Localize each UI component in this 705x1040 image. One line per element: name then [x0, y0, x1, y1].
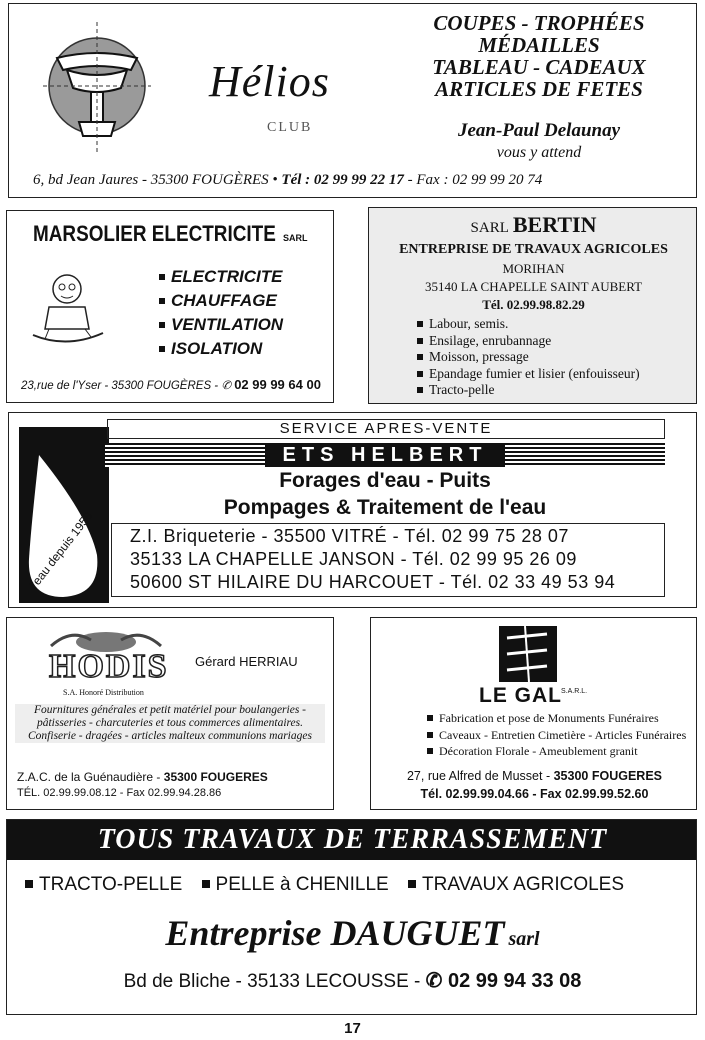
dauguet-name-line — [7, 912, 697, 954]
marsolier-suffix: SARL — [283, 233, 308, 243]
dauguet-phone: ✆ 02 99 94 33 08 — [425, 970, 582, 992]
legal-address-line — [371, 769, 697, 783]
helbert-branches — [111, 523, 665, 597]
service-item: PELLE à CHENILLE — [215, 874, 389, 895]
hodis-logo-sub: S.A. Honoré Distribution — [63, 688, 144, 697]
dauguet-address: Bd de Bliche - 35133 LECOUSSE - — [123, 971, 421, 992]
marsolier-address: 23,rue de l'Yser - 35300 FOUGÈRES - ✆ — [21, 380, 231, 392]
dauguet-contact — [7, 968, 697, 993]
dauguet-banner: TOUS TRAVAUX DE TERRASSEMENT — [7, 820, 697, 860]
hodis-address: Z.A.C. de la Guénaudière - — [17, 770, 161, 784]
bertin-activity: ENTREPRISE DE TRAVAUX AGRICOLES — [399, 242, 668, 257]
hodis-address-line — [17, 770, 268, 784]
helbert-line1: Forages d'eau - Puits — [279, 469, 491, 492]
branch-line: 50600 ST HILAIRE DU HARCOUET - Tél. 02 33 49 53 94 — [130, 572, 616, 592]
service-item: Labour, semis. — [415, 316, 640, 333]
dauguet-suffix: sarl — [508, 928, 540, 950]
page-number: 17 — [344, 1020, 361, 1037]
marsolier-services — [157, 265, 283, 361]
legal-city: 35300 FOUGERES — [553, 769, 662, 783]
hodis-ad — [6, 617, 334, 810]
hodis-city: 35300 FOUGERES — [163, 770, 268, 784]
dauguet-ad — [6, 819, 697, 1015]
bertin-ad — [368, 207, 697, 404]
service-item: TRACTO-PELLE — [39, 874, 183, 895]
bertin-city: 35140 LA CHAPELLE SAINT AUBERT — [424, 279, 643, 294]
helios-contact — [33, 172, 542, 189]
headline-line: COUPES - TROPHÉES — [433, 11, 645, 35]
helbert-ad — [8, 412, 697, 608]
marsolier-contact — [21, 377, 321, 392]
bullet-icon — [202, 880, 210, 888]
branch-line: Z.I. Briqueterie - 35500 VITRÉ - Tél. 02 99 75 28 07 — [130, 526, 569, 546]
service-item: Fabrication et pose de Monuments Funéraires — [425, 710, 686, 727]
bertin-header — [369, 212, 697, 238]
helios-owner: Jean-Paul Delaunay — [457, 120, 621, 141]
service-item: Décoration Florale - Ameublement granit — [425, 743, 686, 760]
helios-logo-sub: CLUB — [267, 120, 313, 135]
helbert-line2: Pompages & Traitement de l'eau — [223, 496, 547, 519]
service-item: ISOLATION — [157, 337, 283, 361]
headline-line: ARTICLES DE FETES — [435, 77, 643, 101]
marsolier-name: MARSOLIER ELECTRICITE — [33, 221, 276, 246]
hodis-logo: HODIS — [49, 648, 169, 685]
helios-address: 6, bd Jean Jaures - 35300 FOUGÈRES • — [33, 172, 278, 188]
bertin-prefix: SARL — [470, 220, 509, 236]
trophy-logo-icon — [31, 18, 161, 158]
legal-cube-logo-icon — [495, 624, 561, 684]
service-item: Epandage fumier et lisier (enfouisseur) — [415, 366, 640, 383]
helios-tel: Tél : 02 99 99 22 17 — [281, 172, 404, 188]
dauguet-name: Entreprise DAUGUET — [165, 913, 505, 953]
legal-services — [425, 710, 686, 760]
service-item: Ensilage, enrubannage — [415, 333, 640, 350]
bertin-tel: Tél. 02.99.98.82.29 — [482, 297, 585, 312]
branch-line: 35133 LA CHAPELLE JANSON - Tél. 02 99 95 26 09 — [130, 549, 577, 569]
legal-suffix: S.A.R.L. — [561, 688, 588, 695]
helbert-banner: SERVICE APRES-VENTE — [107, 419, 665, 439]
helbert-name-bar — [105, 443, 665, 467]
hodis-contact-name: Gérard HERRIAU — [195, 654, 298, 669]
marsolier-phone: 02 99 99 64 00 — [234, 377, 321, 392]
service-item: Moisson, pressage — [415, 349, 640, 366]
service-item: VENTILATION — [157, 313, 283, 337]
helios-logo-name: Hélios — [209, 57, 330, 106]
dauguet-services — [25, 874, 685, 896]
bertin-place: MORIHAN — [502, 261, 565, 276]
bertin-services — [415, 316, 640, 399]
helios-ad — [8, 3, 697, 198]
service-item: TRAVAUX AGRICOLES — [422, 874, 625, 895]
service-item: Tracto-pelle — [415, 382, 640, 399]
marsolier-ad — [6, 210, 334, 403]
bertin-name: BERTIN — [512, 212, 597, 237]
rocking-chair-mascot-icon — [27, 269, 109, 349]
hodis-tel: TÉL. 02.99.99.08.12 - Fax 02.99.94.28.86 — [17, 787, 222, 799]
helios-headline — [389, 12, 689, 100]
service-item: CHAUFFAGE — [157, 289, 283, 313]
legal-ad — [370, 617, 697, 810]
helbert-name: ETS HELBERT — [265, 443, 506, 467]
helios-fax: - Fax : 02 99 99 20 74 — [407, 172, 543, 188]
bullet-icon — [408, 880, 416, 888]
helios-tagline: vous y attend — [496, 144, 582, 161]
headline-line: MÉDAILLES — [478, 33, 600, 57]
headline-line: TABLEAU - CADEAUX — [432, 55, 646, 79]
legal-tel: Tél. 02.99.99.04.66 - Fax 02.99.99.52.60 — [420, 787, 649, 801]
bullet-icon — [25, 880, 33, 888]
legal-address: 27, rue Alfred de Musset - — [406, 769, 551, 783]
helbert-logo-text: l'eau depuis 1958 — [26, 509, 96, 592]
service-item: ELECTRICITE — [157, 265, 283, 289]
hodis-description: Fournitures générales et petit matériel pour boulangeries - pâtisseries - charcuteries et tous commerces alimentaires. Confiserie - dragées - articles malteux communions mariages — [15, 704, 325, 743]
legal-name: LE GAL — [479, 684, 562, 707]
service-item: Caveaux - Entretien Cimetière - Articles Funéraires — [425, 727, 686, 744]
